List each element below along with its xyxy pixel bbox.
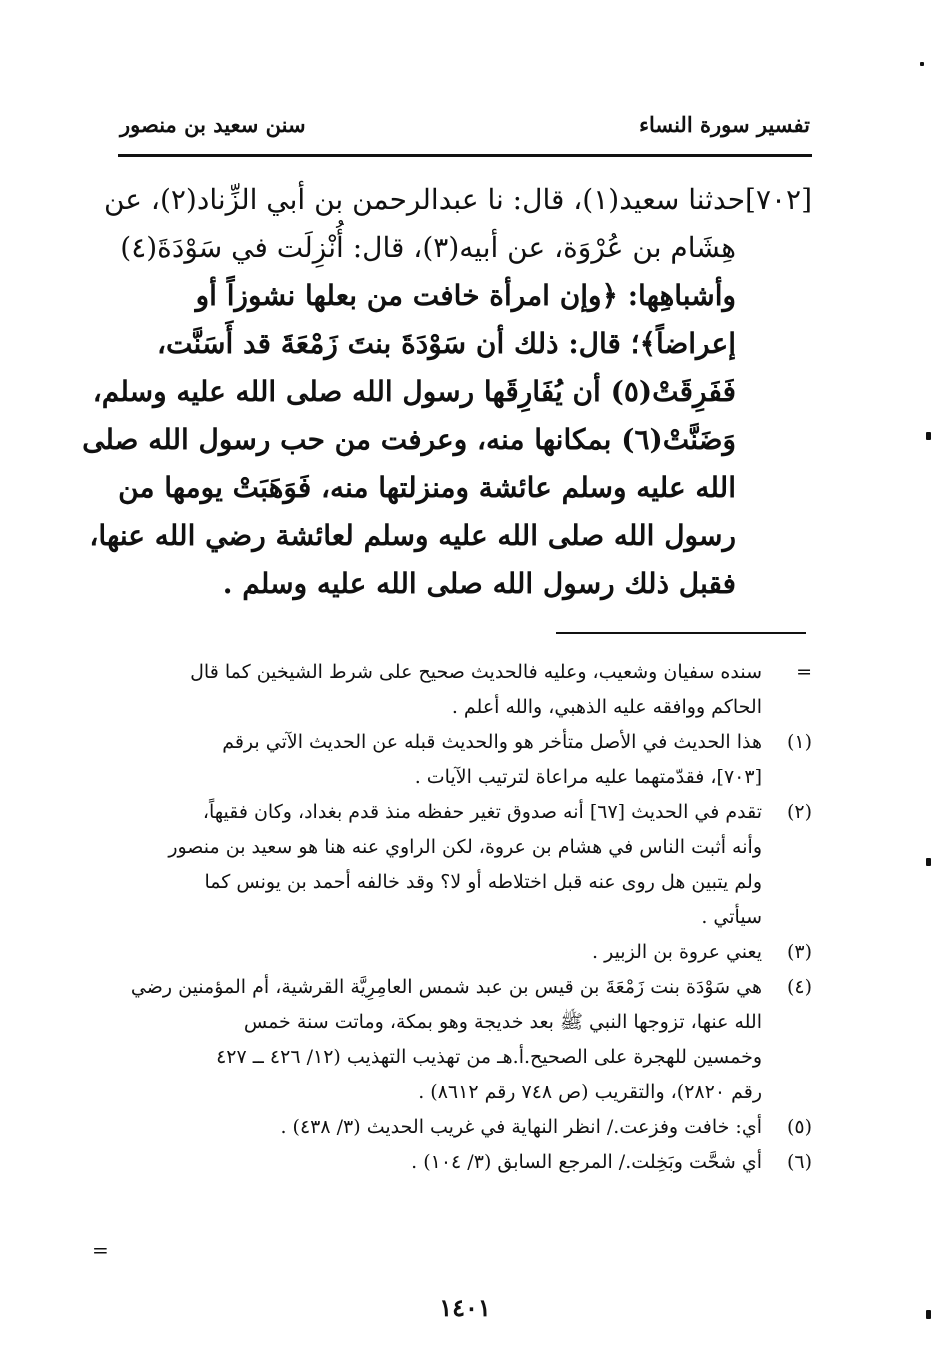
footnote-line: هي سَوْدَة بنت زَمْعَةَ بن قيس بن عبد شمس العامِرِيَّة القرشية، أم المؤمنين رضي	[130, 976, 762, 998]
footnote	[118, 655, 812, 725]
footnote-line: رقم ٢٨٢٠)، والتقريب (ص ٧٤٨ رقم ٨٦١٢) .	[418, 1081, 762, 1103]
footnote-line: هذا الحديث في الأصل متأخر هو والحديث قبله عن الحديث الآتي برقم	[222, 731, 762, 753]
footnote-line: سنده سفيان وشعيب، وعليه فالحديث صحيح على شرط الشيخين كما قال	[190, 661, 762, 683]
hadith-line: وَضَنَّتْ(٦) بمكانها منه، وعرفت من حب رسول الله صلى	[82, 423, 736, 456]
scan-dot-bottom	[926, 1310, 931, 1319]
footnote	[118, 795, 812, 935]
running-header	[120, 112, 810, 142]
page-number: ١٤٠١	[439, 1293, 491, 1322]
hadith-line: رسول الله صلى الله عليه وسلم لعائشة رضي الله عنها،	[89, 519, 736, 552]
footnote-line: الحاكم ووافقه عليه الذهبي، والله أعلم .	[451, 696, 762, 718]
footnote-line: أي شحَّت وبَخِلت./ المرجع السابق (٣/ ١٠٤) .	[411, 1151, 762, 1173]
footnote-line: الله عنها، تزوجها النبي ﷺ بعد خديجة وهو بمكة، وماتت سنة خمس	[243, 1011, 762, 1033]
margin-mark: =	[92, 1238, 109, 1262]
hadith-line: فقبل ذلك رسول الله صلى الله عليه وسلم .	[222, 567, 736, 600]
hadith-line: إعراضاً﴾؛ قال: ذلك أن سَوْدَةَ بنتَ زَمْعَةَ قد أَسَنَّت،	[157, 327, 736, 360]
footnote	[118, 970, 812, 1110]
hadith-text	[82, 176, 812, 608]
footnote-number: (٣)	[786, 941, 812, 963]
footnote-number: (٥)	[786, 1116, 812, 1138]
footnote-separator	[556, 632, 806, 634]
footnote-line: ولم يتبين هل روى عنه قبل اختلاطه أو لا؟ وقد خالفه أحمد بن يونس كما	[204, 871, 762, 893]
scan-dot-top	[920, 62, 924, 66]
scan-dot-mid	[926, 432, 931, 440]
footnote	[118, 1110, 812, 1145]
footnote-number: (٤)	[786, 976, 812, 998]
footnote-number: (٦)	[786, 1151, 812, 1173]
footnote-number: (١)	[786, 731, 812, 753]
footnotes	[118, 655, 812, 1180]
header-rule	[118, 154, 812, 157]
hadith-line: الله عليه وسلم عائشة ومنزلتها منه، فَوَهَبَتْ يومها من	[118, 471, 736, 504]
footnote-line: سيأتي .	[701, 906, 762, 928]
hadith-line: فَفَرِقَتْ(٥) أن يُفَارِقَها رسول الله صلى الله عليه وسلم،	[92, 375, 736, 408]
hadith-line: وأشباهِها: ﴿وإن امرأة خافت من بعلها نشوزاً أو	[195, 279, 736, 312]
header-book-title: سنن سعيد بن منصور	[120, 112, 306, 137]
footnote-line: تقدم في الحديث [٦٧] أنه صدوق تغير حفظه منذ قدم بغداد، وكان فقيهاً،	[202, 801, 762, 823]
footnote-line: يعني عروة بن الزبير .	[592, 941, 762, 963]
footnote	[118, 1145, 812, 1180]
footnote-number: (٢)	[786, 801, 812, 823]
hadith-line: هِشَام بن عُرْوَة، عن أبيه(٣)، قال: أُنْزِلَت في سَوْدَةَ(٤)	[120, 231, 736, 264]
footnote-line: وأنه أثبت الناس في هشام بن عروة، لكن الراوي عنه هنا هو سعيد بن منصور	[168, 836, 762, 858]
footnote-line: [٧٠٣]، فقدّمتهما عليه مراعاة لترتيب الآيات .	[414, 766, 762, 788]
hadith-line: [٧٠٢]حدثنا سعيد(١)، قال: نا عبدالرحمن بن أبي الزِّناد(٢)، عن	[103, 183, 812, 216]
footnote	[118, 725, 812, 795]
header-chapter-title: تفسير سورة النساء	[639, 112, 810, 137]
footnote-line: وخمسين للهجرة على الصحيح.أ.هـ من تهذيب التهذيب (١٢/ ٤٢٦ ــ ٤٢٧	[216, 1046, 762, 1068]
footnote-number: =	[796, 661, 812, 683]
footnote	[118, 935, 812, 970]
footnote-line: أي: خافت وفزعت./ انظر النهاية في غريب الحديث (٣/ ٤٣٨) .	[280, 1116, 762, 1138]
scan-dot-lower	[926, 858, 931, 866]
